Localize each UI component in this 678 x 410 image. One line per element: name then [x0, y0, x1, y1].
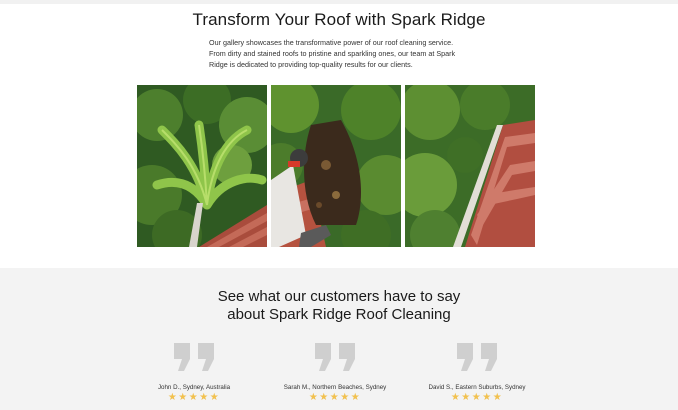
star-rating-icon: ★★★★★ [450, 392, 504, 403]
debris-removal-image [271, 85, 401, 247]
testimonial-author: David S., Eastern Suburbs, Sydney [428, 384, 526, 391]
gallery-title: Transform Your Roof with Spark Ridge [192, 10, 486, 29]
gallery-photo-clean-roof[interactable] [405, 85, 535, 247]
testimonial-author: John D., Sydney, Australia [157, 384, 231, 391]
quote-mark-icon [455, 341, 499, 373]
gallery-photo-debris-removal[interactable] [271, 85, 401, 247]
testimonial-card [265, 341, 405, 403]
testimonials-heading-line1: See what our customers have to say [217, 288, 461, 305]
testimonials-heading-line2: about Spark Ridge Roof Cleaning [227, 306, 451, 323]
testimonial-author: Sarah M., Northern Beaches, Sydney [283, 384, 387, 391]
gallery-section [0, 4, 678, 268]
star-rating-icon: ★★★★★ [167, 392, 221, 403]
testimonial-card [407, 341, 547, 403]
testimonials-section [0, 268, 678, 410]
testimonial-card [124, 341, 264, 403]
gallery-description: Our gallery showcases the transformative power of our roof cleaning service. From dirty and stained roofs to pristine and sparkling ones, our team at Spark Ridge is dedicated to providing top-quality results for our clients. [209, 38, 456, 69]
testimonials-heading [0, 288, 678, 324]
fern-gutter-image [137, 85, 267, 247]
quote-mark-icon [313, 341, 357, 373]
clean-roof-image [405, 85, 535, 247]
gallery-photo-fern-gutter[interactable] [137, 85, 267, 247]
quote-mark-icon [172, 341, 216, 373]
star-rating-icon: ★★★★★ [308, 392, 362, 403]
